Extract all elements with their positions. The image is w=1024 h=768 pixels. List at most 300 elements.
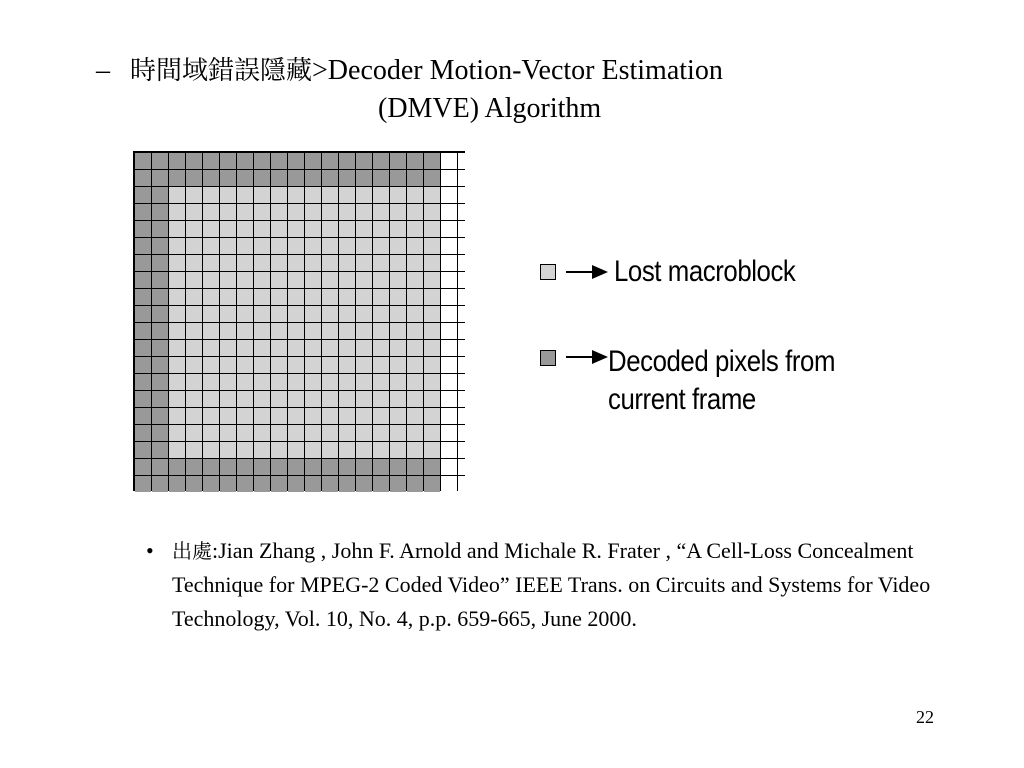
grid-cell-lost (373, 340, 389, 356)
grid-cell-lost (203, 289, 219, 305)
grid-cell-lost (288, 306, 304, 322)
grid-cell-lost (203, 357, 219, 373)
grid-cell-decoded (135, 323, 151, 339)
grid-cell-lost (288, 340, 304, 356)
grid-cell-decoded (339, 476, 355, 492)
grid-cell-empty (458, 170, 474, 186)
grid-cell-lost (424, 187, 440, 203)
grid-cell-lost (237, 306, 253, 322)
grid-cell-decoded (152, 476, 168, 492)
grid-cell-empty (458, 153, 474, 169)
grid-cell-decoded (135, 408, 151, 424)
grid-cell-lost (203, 323, 219, 339)
grid-cell-decoded (220, 476, 236, 492)
grid-cell-lost (356, 187, 372, 203)
grid-cell-decoded (152, 238, 168, 254)
grid-cell-lost (237, 408, 253, 424)
grid-cell-lost (203, 391, 219, 407)
grid-cell-decoded (373, 459, 389, 475)
grid-cell-lost (288, 374, 304, 390)
grid-cell-decoded (237, 153, 253, 169)
grid-cell-lost (271, 374, 287, 390)
grid-cell-lost (373, 391, 389, 407)
grid-cell-lost (254, 306, 270, 322)
legend-label-lost-line: Lost macroblock (614, 255, 796, 288)
grid-cell-lost (305, 323, 321, 339)
grid-cell-decoded (152, 153, 168, 169)
grid-cell-lost (339, 238, 355, 254)
grid-cell-lost (288, 408, 304, 424)
grid-cell-decoded (203, 170, 219, 186)
grid-cell-lost (220, 442, 236, 458)
grid-cell-lost (390, 374, 406, 390)
grid-cell-empty (441, 187, 457, 203)
grid-cell-lost (220, 204, 236, 220)
grid-cell-decoded (135, 476, 151, 492)
grid-cell-decoded (271, 459, 287, 475)
grid-cell-lost (169, 340, 185, 356)
grid-cell-lost (203, 442, 219, 458)
grid-cell-decoded (288, 153, 304, 169)
grid-cell-lost (424, 442, 440, 458)
grid-cell-lost (186, 425, 202, 441)
grid-cell-lost (373, 272, 389, 288)
grid-cell-lost (271, 238, 287, 254)
grid-cell-decoded (135, 170, 151, 186)
grid-cell-empty (458, 238, 474, 254)
grid-cell-decoded (152, 306, 168, 322)
title-chinese: 時間域錯誤隱藏 (130, 56, 313, 86)
grid-cell-lost (169, 289, 185, 305)
grid-cell-lost (424, 374, 440, 390)
grid-cell-lost (203, 238, 219, 254)
grid-cell-decoded (135, 306, 151, 322)
grid-cell-lost (407, 391, 423, 407)
grid-cell-lost (424, 255, 440, 271)
grid-cell-empty (441, 323, 457, 339)
grid-cell-decoded (305, 459, 321, 475)
grid-cell-lost (356, 204, 372, 220)
grid-cell-lost (424, 204, 440, 220)
grid-cell-lost (186, 408, 202, 424)
grid-cell-lost (203, 374, 219, 390)
grid-cell-lost (237, 255, 253, 271)
grid-cell-empty (458, 476, 474, 492)
grid-cell-lost (186, 204, 202, 220)
grid-cell-lost (305, 374, 321, 390)
grid-cell-lost (203, 187, 219, 203)
grid-cell-empty (458, 459, 474, 475)
grid-cell-lost (322, 204, 338, 220)
grid-cell-lost (305, 289, 321, 305)
grid-cell-lost (407, 442, 423, 458)
grid-cell-lost (390, 391, 406, 407)
grid-cell-decoded (186, 170, 202, 186)
grid-cell-decoded (339, 153, 355, 169)
grid-cell-lost (373, 306, 389, 322)
grid-cell-lost (271, 442, 287, 458)
grid-cell-lost (339, 374, 355, 390)
grid-cell-decoded (152, 289, 168, 305)
grid-cell-lost (305, 255, 321, 271)
grid-cell-lost (356, 408, 372, 424)
grid-cell-lost (424, 391, 440, 407)
title-english: >Decoder Motion-Vector Estimation (312, 55, 723, 86)
grid-cell-empty (441, 238, 457, 254)
grid-cell-lost (356, 425, 372, 441)
grid-cell-lost (237, 442, 253, 458)
grid-cell-lost (271, 340, 287, 356)
grid-cell-decoded (135, 459, 151, 475)
grid-cell-empty (441, 272, 457, 288)
grid-cell-lost (339, 221, 355, 237)
grid-cell-decoded (305, 153, 321, 169)
grid-cell-decoded (135, 221, 151, 237)
grid-cell-lost (322, 187, 338, 203)
grid-cell-decoded (424, 153, 440, 169)
grid-cell-decoded (152, 204, 168, 220)
grid-cell-lost (237, 204, 253, 220)
grid-cell-empty (441, 408, 457, 424)
grid-cell-decoded (220, 170, 236, 186)
legend-swatch-decoded (540, 350, 556, 366)
grid-cell-decoded (339, 459, 355, 475)
grid-cell-decoded (271, 153, 287, 169)
grid-cell-lost (220, 408, 236, 424)
grid-cell-lost (339, 306, 355, 322)
grid-cell-lost (356, 374, 372, 390)
grid-cell-lost (288, 442, 304, 458)
grid-cell-decoded (305, 170, 321, 186)
grid-cell-lost (339, 204, 355, 220)
grid-cell-lost (390, 255, 406, 271)
grid-cell-lost (322, 323, 338, 339)
grid-cell-lost (271, 306, 287, 322)
grid-cell-lost (186, 323, 202, 339)
grid-cell-lost (356, 391, 372, 407)
grid-cell-lost (186, 238, 202, 254)
grid-cell-decoded (220, 459, 236, 475)
grid-cell-lost (407, 306, 423, 322)
grid-cell-lost (220, 289, 236, 305)
grid-cell-lost (373, 255, 389, 271)
grid-cell-lost (237, 374, 253, 390)
grid-cell-decoded (152, 425, 168, 441)
grid-cell-lost (186, 442, 202, 458)
grid-cell-lost (390, 272, 406, 288)
grid-cell-lost (407, 289, 423, 305)
legend-label-decoded-line-1: Decoded pixels from (608, 345, 836, 378)
grid-cell-lost (254, 272, 270, 288)
grid-cell-decoded (152, 255, 168, 271)
grid-cell-empty (458, 289, 474, 305)
grid-cell-empty (458, 425, 474, 441)
grid-cell-lost (169, 408, 185, 424)
grid-cell-decoded (186, 153, 202, 169)
grid-cell-lost (186, 306, 202, 322)
source-label: 出處 (172, 539, 212, 563)
grid-cell-lost (288, 255, 304, 271)
grid-cell-lost (271, 187, 287, 203)
grid-cell-lost (288, 204, 304, 220)
grid-cell-lost (339, 357, 355, 373)
grid-cell-lost (390, 221, 406, 237)
grid-cell-lost (305, 340, 321, 356)
grid-cell-lost (322, 391, 338, 407)
grid-cell-lost (305, 425, 321, 441)
grid-cell-lost (390, 357, 406, 373)
grid-cell-lost (339, 289, 355, 305)
grid-cell-lost (169, 374, 185, 390)
grid-cell-empty (441, 459, 457, 475)
grid-cell-lost (271, 357, 287, 373)
grid-cell-lost (288, 272, 304, 288)
grid-cell-lost (271, 272, 287, 288)
grid-cell-decoded (356, 153, 372, 169)
grid-cell-lost (322, 272, 338, 288)
grid-cell-lost (424, 340, 440, 356)
grid-cell-lost (288, 187, 304, 203)
grid-cell-lost (356, 442, 372, 458)
grid-cell-lost (220, 238, 236, 254)
grid-cell-lost (169, 221, 185, 237)
grid-cell-lost (220, 374, 236, 390)
grid-cell-lost (169, 238, 185, 254)
grid-cell-decoded (135, 204, 151, 220)
grid-cell-lost (220, 340, 236, 356)
grid-cell-lost (322, 374, 338, 390)
grid-cell-lost (305, 238, 321, 254)
grid-cell-lost (407, 204, 423, 220)
grid-cell-lost (237, 272, 253, 288)
grid-cell-decoded (203, 459, 219, 475)
grid-cell-decoded (407, 170, 423, 186)
grid-cell-decoded (271, 170, 287, 186)
grid-cell-lost (237, 289, 253, 305)
grid-cell-lost (271, 289, 287, 305)
grid-cell-lost (305, 204, 321, 220)
grid-cell-decoded (135, 391, 151, 407)
page-number: 22 (916, 707, 934, 727)
grid-cell-lost (407, 238, 423, 254)
grid-cell-decoded (152, 374, 168, 390)
grid-cell-lost (271, 204, 287, 220)
grid-cell-lost (254, 187, 270, 203)
grid-cell-empty (458, 408, 474, 424)
grid-cell-lost (390, 289, 406, 305)
grid-cell-lost (322, 442, 338, 458)
grid-cell-lost (237, 425, 253, 441)
grid-cell-decoded (254, 153, 270, 169)
grid-cell-lost (373, 238, 389, 254)
grid-cell-lost (424, 357, 440, 373)
grid-cell-lost (254, 238, 270, 254)
grid-cell-lost (424, 238, 440, 254)
grid-cell-decoded (254, 459, 270, 475)
grid-cell-lost (288, 323, 304, 339)
grid-cell-lost (271, 408, 287, 424)
grid-cell-lost (356, 323, 372, 339)
grid-cell-lost (322, 238, 338, 254)
grid-cell-lost (339, 340, 355, 356)
grid-cell-lost (254, 408, 270, 424)
grid-cell-lost (322, 306, 338, 322)
grid-cell-empty (458, 187, 474, 203)
grid-cell-lost (305, 442, 321, 458)
grid-cell-lost (390, 425, 406, 441)
grid-cell-decoded (424, 170, 440, 186)
grid-cell-empty (458, 340, 474, 356)
grid-cell-lost (390, 238, 406, 254)
grid-cell-lost (373, 323, 389, 339)
grid-cell-empty (441, 374, 457, 390)
grid-cell-lost (220, 187, 236, 203)
grid-cell-decoded (135, 425, 151, 441)
grid-cell-decoded (186, 476, 202, 492)
grid-cell-lost (203, 221, 219, 237)
legend-label-decoded (608, 343, 835, 419)
grid-cell-lost (169, 272, 185, 288)
grid-cell-lost (305, 391, 321, 407)
grid-cell-decoded (220, 153, 236, 169)
grid-cell-decoded (356, 459, 372, 475)
legend-label-decoded-line-2: current frame (608, 383, 756, 416)
grid-cell-decoded (373, 153, 389, 169)
grid-cell-decoded (322, 170, 338, 186)
grid-cell-lost (390, 323, 406, 339)
grid-cell-lost (322, 289, 338, 305)
grid-cell-empty (458, 357, 474, 373)
grid-cell-lost (169, 306, 185, 322)
grid-cell-lost (424, 323, 440, 339)
grid-cell-lost (305, 187, 321, 203)
grid-cell-empty (441, 391, 457, 407)
grid-cell-decoded (237, 476, 253, 492)
grid-cell-lost (339, 187, 355, 203)
grid-cell-lost (186, 289, 202, 305)
grid-cell-decoded (407, 153, 423, 169)
grid-cell-empty (458, 391, 474, 407)
grid-cell-empty (441, 289, 457, 305)
grid-cell-lost (339, 408, 355, 424)
grid-cell-empty (441, 476, 457, 492)
grid-cell-lost (271, 391, 287, 407)
grid-cell-lost (356, 306, 372, 322)
grid-cell-decoded (254, 476, 270, 492)
grid-cell-lost (220, 272, 236, 288)
grid-cell-decoded (135, 289, 151, 305)
grid-cell-decoded (152, 323, 168, 339)
grid-cell-lost (356, 238, 372, 254)
grid-cell-decoded (373, 170, 389, 186)
grid-cell-lost (373, 408, 389, 424)
title-line-2: (DMVE) Algorithm (378, 93, 602, 124)
grid-cell-lost (322, 340, 338, 356)
grid-cell-lost (169, 187, 185, 203)
grid-cell-empty (458, 323, 474, 339)
grid-cell-decoded (288, 459, 304, 475)
grid-cell-decoded (135, 187, 151, 203)
grid-cell-decoded (322, 153, 338, 169)
grid-cell-decoded (390, 170, 406, 186)
grid-cell-lost (356, 255, 372, 271)
legend-arrow-lost-icon (564, 263, 610, 281)
grid-cell-decoded (254, 170, 270, 186)
grid-cell-lost (220, 255, 236, 271)
grid-cell-lost (305, 221, 321, 237)
grid-cell-decoded (339, 170, 355, 186)
grid-cell-decoded (407, 476, 423, 492)
grid-cell-lost (373, 357, 389, 373)
grid-cell-decoded (288, 170, 304, 186)
bullet: • (146, 538, 154, 563)
grid-cell-lost (305, 408, 321, 424)
grid-cell-lost (356, 221, 372, 237)
grid-cell-lost (424, 408, 440, 424)
grid-cell-lost (186, 272, 202, 288)
grid-cell-lost (390, 442, 406, 458)
grid-cell-decoded (152, 221, 168, 237)
grid-cell-lost (237, 187, 253, 203)
grid-cell-decoded (390, 459, 406, 475)
macroblock-grid-figure (133, 151, 465, 491)
grid-cell-lost (407, 425, 423, 441)
grid-cell-lost (254, 391, 270, 407)
title-line-1 (130, 52, 723, 90)
grid-cell-lost (203, 272, 219, 288)
grid-cell-lost (407, 374, 423, 390)
grid-cell-lost (220, 357, 236, 373)
grid-cell-lost (373, 221, 389, 237)
grid-cell-lost (220, 323, 236, 339)
grid-cell-lost (169, 323, 185, 339)
grid-cell-empty (458, 272, 474, 288)
grid-cell-lost (169, 442, 185, 458)
grid-cell-lost (407, 340, 423, 356)
grid-cell-decoded (390, 476, 406, 492)
grid-cell-lost (169, 425, 185, 441)
legend-arrow-decoded-icon (564, 348, 610, 366)
grid-cell-lost (339, 255, 355, 271)
grid-cell-empty (441, 170, 457, 186)
grid-cell-decoded (407, 459, 423, 475)
grid-cell-lost (424, 272, 440, 288)
grid-cell-decoded (152, 357, 168, 373)
grid-cell-decoded (152, 272, 168, 288)
grid-cell-lost (203, 425, 219, 441)
grid-cell-lost (203, 306, 219, 322)
grid-cell-lost (407, 323, 423, 339)
grid-cell-lost (339, 442, 355, 458)
grid-cell-empty (441, 306, 457, 322)
legend-swatch-lost (540, 264, 556, 280)
grid-cell-lost (390, 306, 406, 322)
grid-cell-lost (203, 408, 219, 424)
grid-cell-lost (271, 255, 287, 271)
grid-cell-empty (441, 153, 457, 169)
grid-cell-lost (407, 221, 423, 237)
grid-cell-lost (356, 289, 372, 305)
grid-cell-lost (424, 289, 440, 305)
grid-cell-decoded (135, 442, 151, 458)
grid-cell-lost (356, 272, 372, 288)
grid-cell-decoded (322, 459, 338, 475)
grid-cell-lost (356, 340, 372, 356)
grid-cell-lost (254, 442, 270, 458)
grid-cell-decoded (169, 153, 185, 169)
title-dash: – (96, 55, 110, 86)
grid-cell-lost (169, 255, 185, 271)
